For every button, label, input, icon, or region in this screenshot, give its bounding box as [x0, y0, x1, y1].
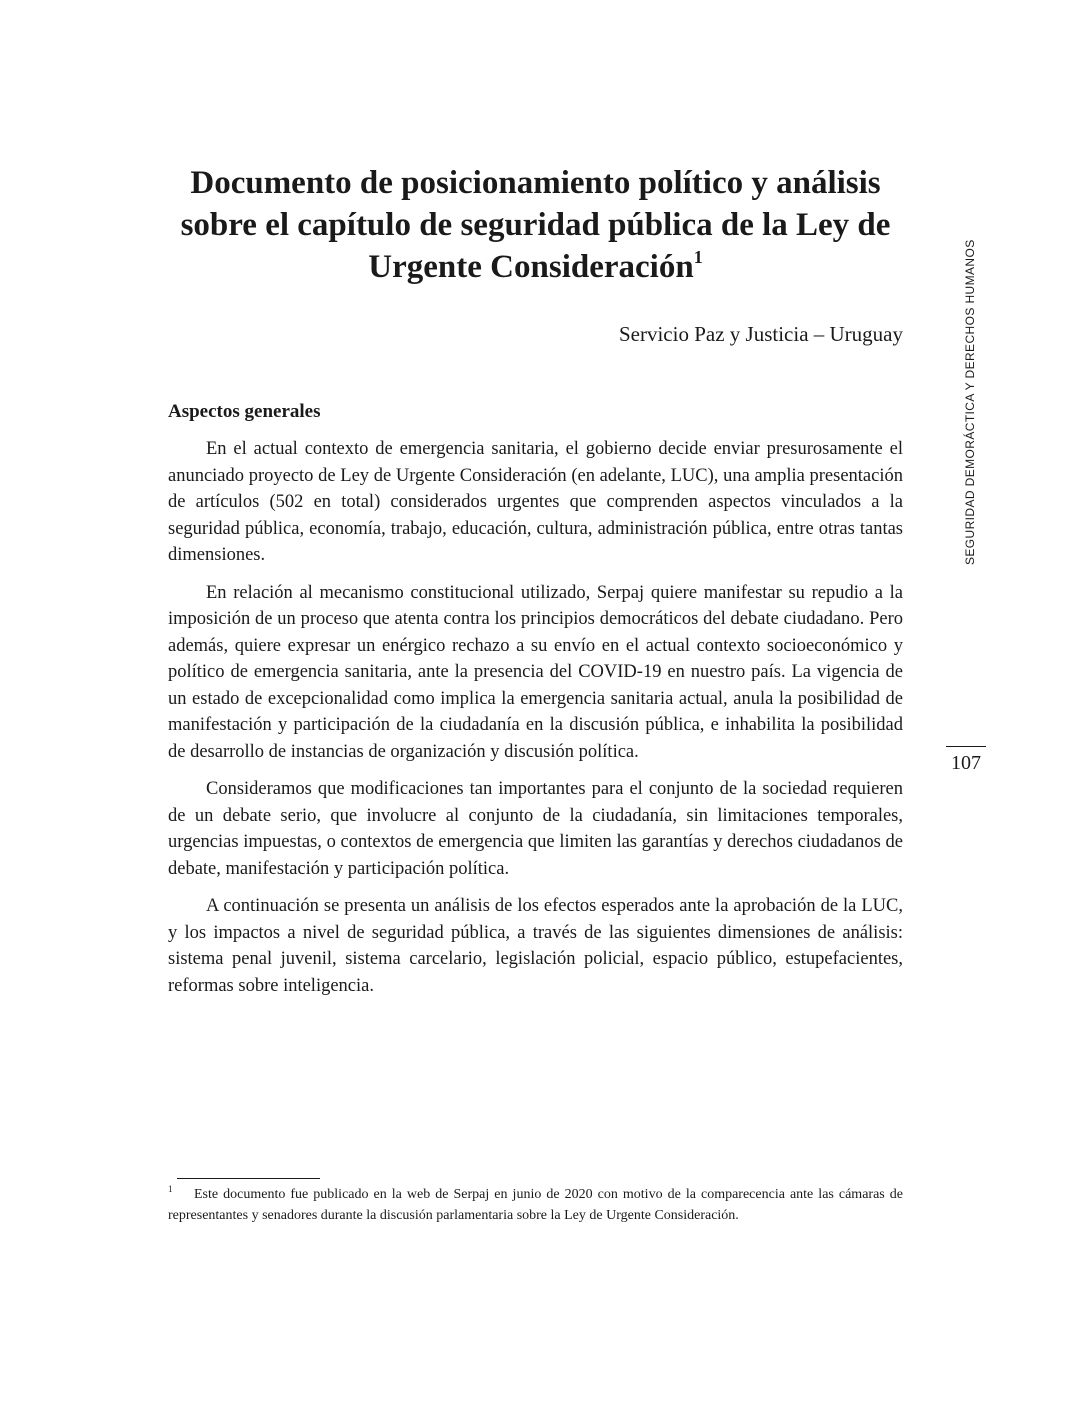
running-head: SEGURIDAD DEMORÁCTICA Y DERECHOS HUMANOS	[963, 239, 977, 565]
document-title	[168, 162, 903, 288]
section-heading: Aspectos generales	[168, 401, 321, 422]
document-title-text: Documento de posicionamiento político y análisis sobre el capítulo de seguridad pública de la Ley de Urgente Consideración	[180, 165, 891, 285]
footnote: 1 Este documento fue publicado en la web de Serpaj en junio de 2020 con motivo de la comparecencia ante las cámaras de representantes y senadores durante la discusión parlamentaria sobre la Ley de Urgente Consideración.	[168, 1184, 903, 1223]
footnote-text: Este documento fue publicado en la web de Serpaj en junio de 2020 con motivo de la comparecencia ante las cámaras de representantes y senadores durante la discusión parlamentaria sobre la Ley de Urgente Consideración.	[168, 1187, 903, 1223]
paragraph: En relación al mecanismo constitucional utilizado, Serpaj quiere manifestar su repudio a la imposición de un proceso que atenta contra los principios democráticos del debate ciudadano. Pero además, quiere expresar un enérgico rechazo a su envío en el actual contexto socioeconómico y político de emergencia sanitaria, ante la presencia del COVID-19 en nuestro país. La vigencia de un estado de excepcionalidad como implica la emergencia sanitaria actual, anula la posibilidad de manifestación y participación de la ciudadanía en la discusión pública, e inhabilita la posibilidad de desarrollo de instancias de organización y discusión política.	[168, 582, 903, 762]
footnote-divider	[177, 1178, 320, 1179]
document-author: Servicio Paz y Justicia – Uruguay	[618, 322, 903, 346]
paragraph: En el actual contexto de emergencia sanitaria, el gobierno decide enviar presurosamente el anunciado proyecto de Ley de Urgente Consideración (en adelante, LUC), una amplia presentación de artículos (502 en total) considerados urgentes que comprenden aspectos vinculados a la seguridad pública, economía, trabajo, educación, cultura, administración pública, entre otras tantas dimensiones.	[168, 439, 903, 565]
paragraph: Consideramos que modificaciones tan importantes para el conjunto de la sociedad requieren de un debate serio, que involucre al conjunto de la ciudadanía, sin limitaciones temporales, urgencias impuestas, o contextos de emergencia que limiten las garantías y derechos ciudadanos de debate, manifestación y participación política.	[168, 779, 903, 879]
paragraph: A continuación se presenta un análisis de los efectos esperados ante la aprobación de la LUC, y los impactos a nivel de seguridad pública, a través de las siguientes dimensiones de análisis: sistema penal juvenil, sistema carcelario, legislación policial, espacio público, estupefacientes, reformas sobre inteligencia.	[168, 896, 903, 996]
page-number: 107	[946, 746, 986, 775]
title-footnote-marker[interactable]: 1	[693, 247, 703, 267]
body-text	[168, 436, 903, 1010]
